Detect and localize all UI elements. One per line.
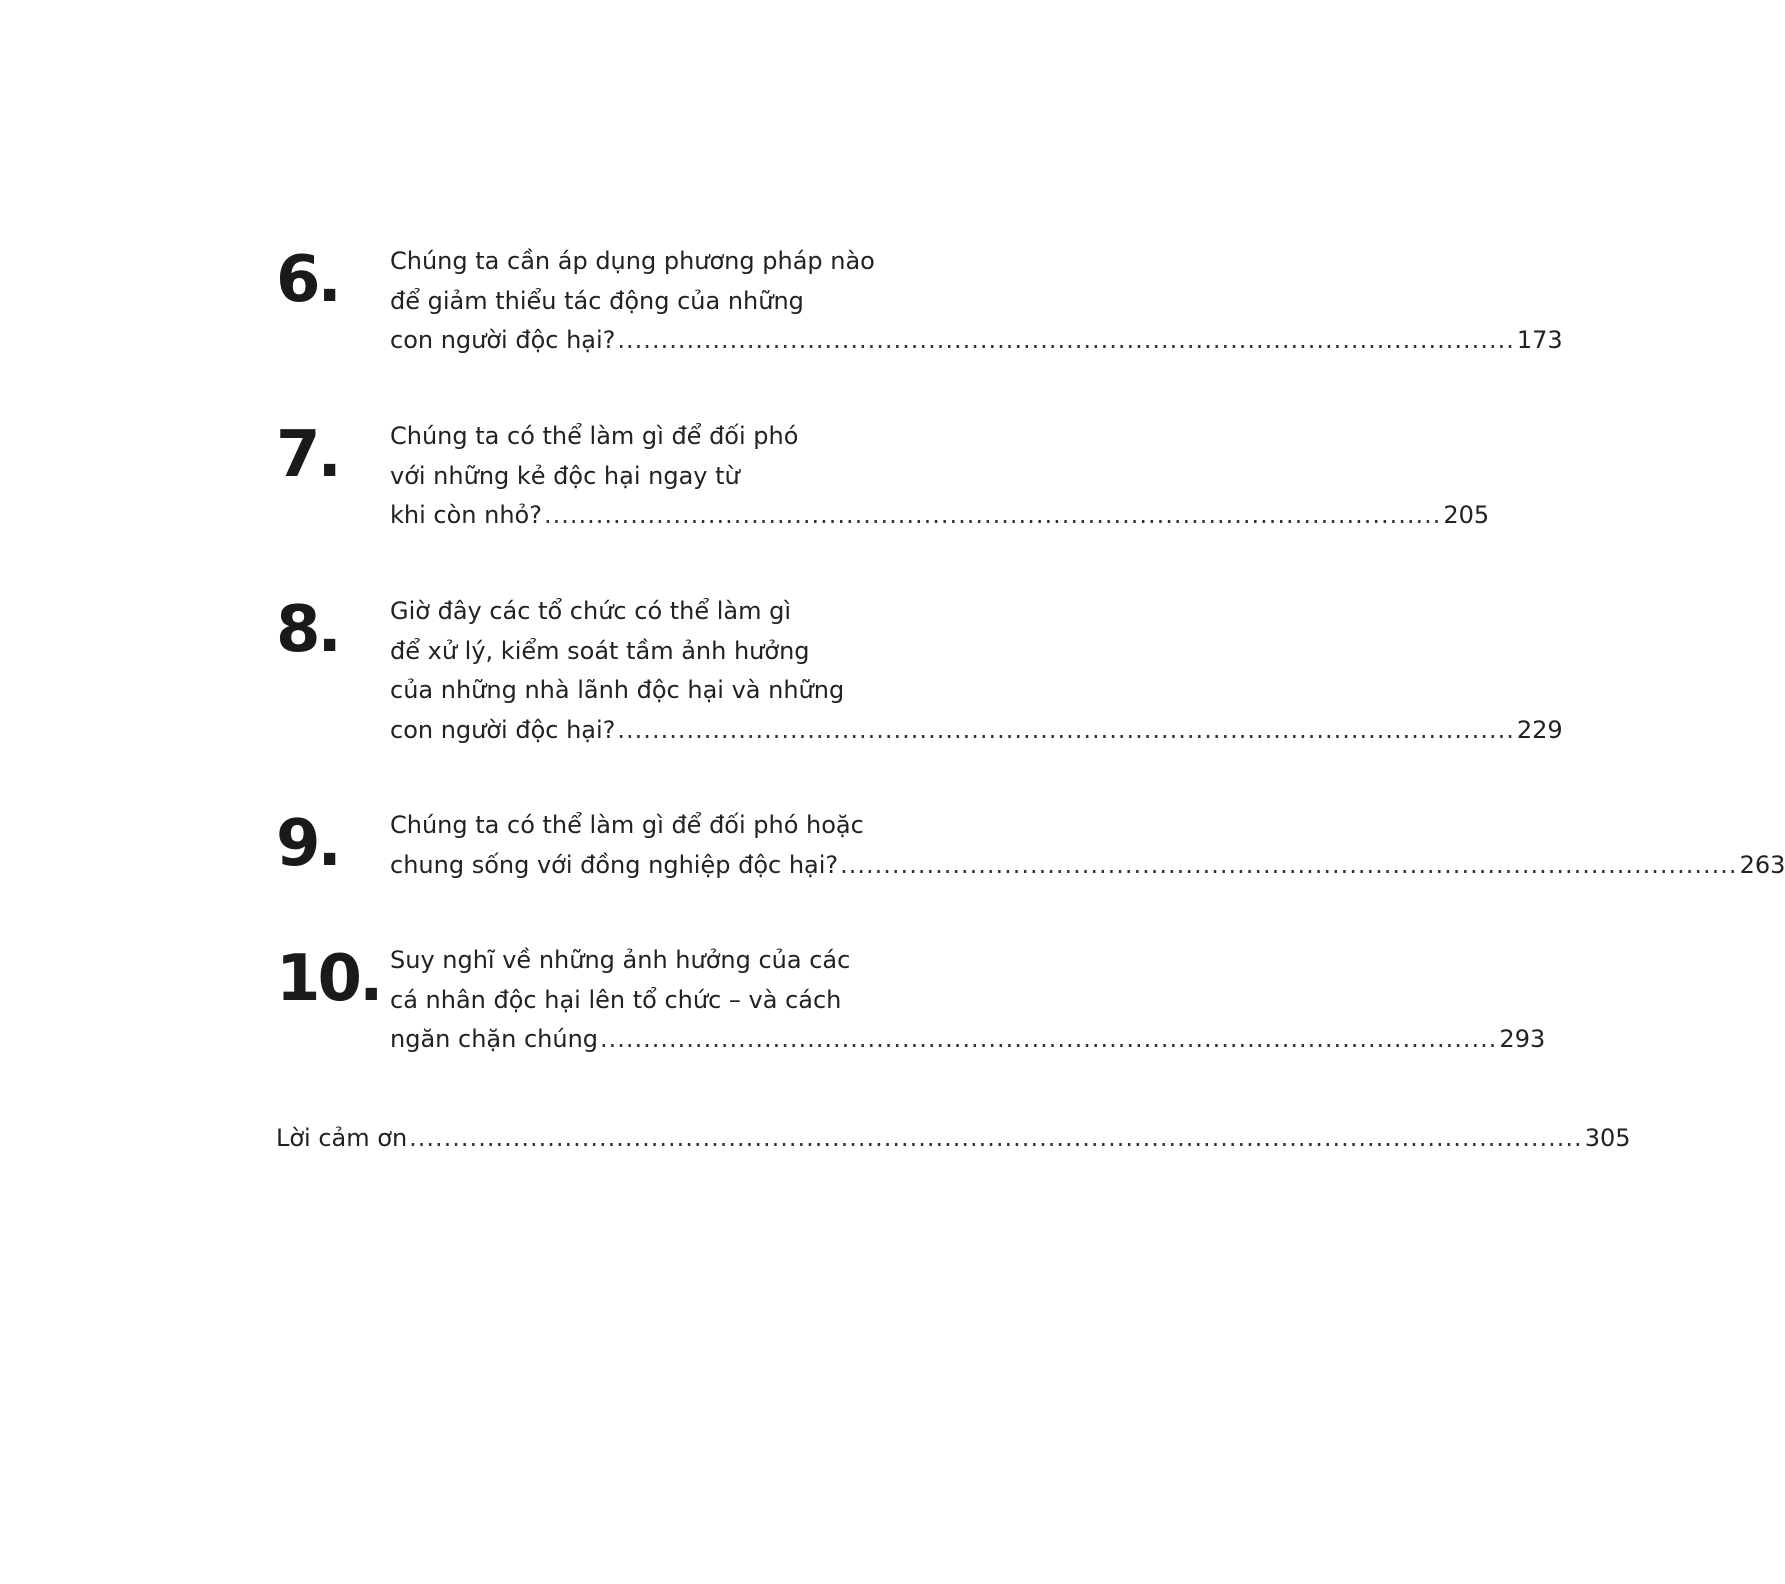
title-last-line	[390, 321, 1563, 361]
title-line: để giảm thiểu tác động của những	[390, 286, 804, 315]
chapter-title	[390, 806, 1785, 885]
chapter-number: 10.	[276, 942, 381, 1016]
dot-leader: ........................................................................................................	[617, 715, 1515, 744]
title-line: con người độc hại?	[390, 715, 616, 744]
toc-entry-8	[276, 592, 1563, 752]
title-line: khi còn nhỏ?	[390, 501, 542, 529]
title-line: của những nhà lãnh độc hại và những	[390, 676, 845, 704]
dot-leader: ........................................................................................................	[840, 850, 1738, 879]
page-number: 229	[1516, 715, 1563, 744]
title-last-line	[390, 711, 1563, 751]
chapter-title	[390, 417, 1490, 536]
toc-entry-6	[276, 242, 1563, 362]
chapter-title	[390, 592, 1563, 750]
toc-entry-9	[276, 806, 1785, 886]
title-line: Chúng ta có thể làm gì để đối phó	[390, 422, 799, 450]
title-line: Suy nghĩ về những ảnh hưởng của các	[390, 946, 851, 974]
title-line: với những kẻ độc hại ngay từ	[390, 461, 740, 490]
chapter-title	[390, 941, 1546, 1060]
title-line: con người độc hại?	[390, 326, 616, 354]
title-line: Giờ đây các tổ chức có thể làm gì	[390, 597, 792, 625]
page-number: 173	[1516, 326, 1563, 354]
page-number: 263	[1739, 850, 1785, 879]
chapter-number: 7.	[276, 418, 339, 492]
chapter-number: 6.	[276, 243, 339, 317]
title-line: ngăn chặn chúng	[390, 1025, 599, 1053]
page-number: 205	[1443, 501, 1490, 529]
dot-leader: ........................................................................................................................................	[409, 1124, 1583, 1152]
title-last-line	[390, 496, 1490, 536]
title-line: chung sống với đồng nghiệp độc hại?	[390, 850, 839, 879]
chapter-title	[390, 242, 1563, 361]
page-number: 305	[1584, 1124, 1631, 1152]
page-number: 293	[1499, 1025, 1546, 1053]
title-line: cá nhân độc hại lên tổ chức – và cách	[390, 985, 842, 1014]
dot-leader: ........................................................................................................	[617, 326, 1515, 354]
dot-leader: ........................................................................................................	[600, 1025, 1498, 1053]
toc-entry-10	[276, 941, 1546, 1061]
title-line: để xử lý, kiểm soát tầm ảnh hưởng	[390, 636, 810, 665]
dot-leader: ........................................................................................................	[543, 501, 1442, 529]
title-last-line	[390, 1020, 1546, 1060]
toc-entry-acknowledgements	[276, 1119, 1631, 1159]
acknowledgements-label: Lời cảm ơn	[276, 1124, 408, 1152]
title-last-line	[390, 846, 1785, 886]
chapter-number: 9.	[276, 807, 339, 881]
title-line: Chúng ta có thể làm gì để đối phó hoặc	[390, 811, 864, 839]
chapter-number: 8.	[276, 593, 339, 667]
acknowledgements-line	[276, 1119, 1631, 1159]
title-line: Chúng ta cần áp dụng phương pháp nào	[390, 247, 875, 275]
toc-entry-7	[276, 417, 1490, 537]
